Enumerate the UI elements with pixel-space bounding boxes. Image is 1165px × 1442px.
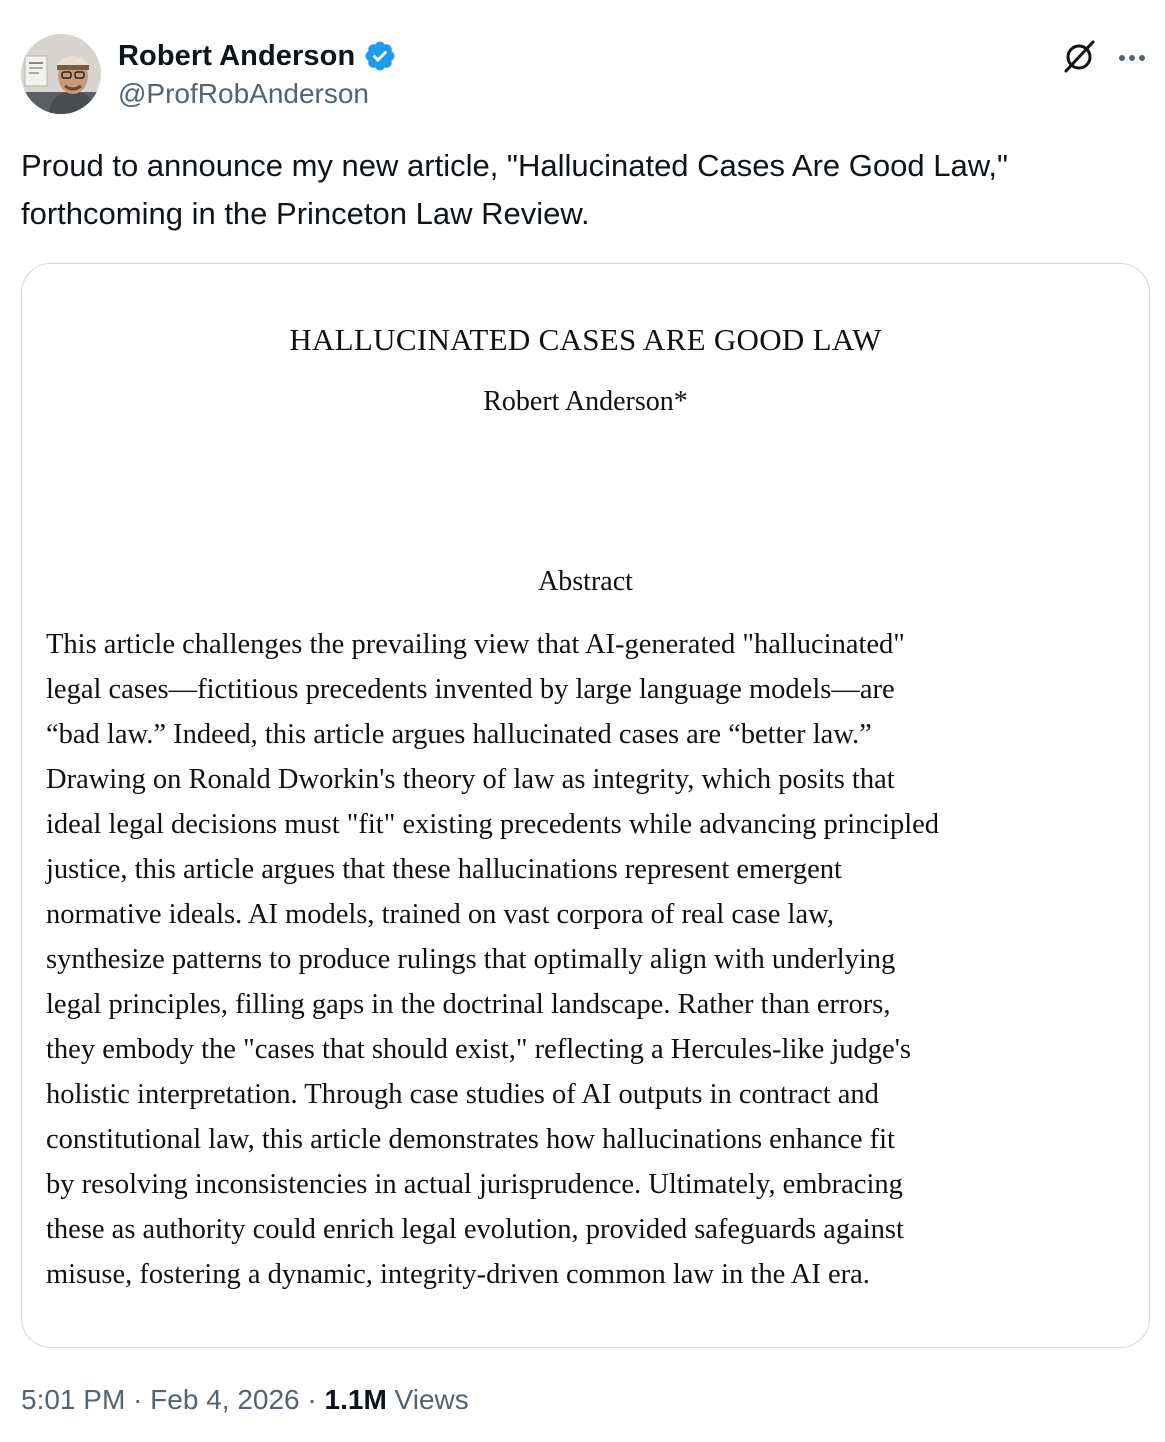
post-text-line: forthcoming in the Princeton Law Review. [21, 196, 590, 231]
avatar[interactable] [21, 34, 101, 114]
abstract-line: ideal legal decisions must "fit" existing precedents while advancing principled [46, 809, 940, 840]
handle[interactable]: @ProfRobAnderson [118, 78, 370, 109]
abstract-line: “bad law.” Indeed, this article argues hallucinated cases are “better law.” [46, 719, 872, 750]
display-name-row [118, 36, 397, 76]
abstract-line: justice, this article argues that these hallucinations represent emergent [46, 854, 842, 885]
abstract-line: normative ideals. AI models, trained on vast corpora of real case law, [46, 899, 834, 930]
abstract-line: legal cases—fictitious precedents invented by large language models—are [46, 674, 895, 705]
views-label: Views [394, 1384, 469, 1415]
more-options-icon[interactable] [1114, 40, 1150, 76]
display-name[interactable]: Robert Anderson [118, 39, 356, 72]
abstract-line: constitutional law, this article demonstrates how hallucinations enhance fit [46, 1124, 895, 1155]
post-time[interactable]: 5:01 PM [21, 1384, 126, 1415]
verified-badge-icon [363, 39, 397, 73]
paper-title: HALLUCINATED CASES ARE GOOD LAW [289, 322, 882, 357]
post-meta [21, 1384, 469, 1416]
media-image[interactable] [21, 263, 1150, 1348]
avatar-image [21, 34, 101, 114]
meta-separator: · [133, 1384, 143, 1415]
abstract-line: they embody the "cases that should exist," reflecting a Hercules-like judge's [46, 1034, 911, 1065]
grok-icon[interactable] [1060, 38, 1098, 76]
post-text-line: Proud to announce my new article, "Hallucinated Cases Are Good Law," [21, 148, 1009, 183]
views-count: 1.1M [324, 1384, 387, 1415]
abstract-body [46, 622, 1126, 1297]
post-date[interactable]: Feb 4, 2026 [150, 1384, 300, 1415]
paper-author: Robert Anderson* [483, 386, 688, 417]
abstract-line: This article challenges the prevailing view that AI-generated "hallucinated" [46, 629, 905, 660]
abstract-line: legal principles, filling gaps in the doctrinal landscape. Rather than errors, [46, 989, 891, 1020]
meta-separator: · [307, 1384, 317, 1415]
paper-page [22, 264, 1149, 1347]
abstract-line: holistic interpretation. Through case studies of AI outputs in contract and [46, 1079, 879, 1110]
abstract-heading: Abstract [538, 566, 633, 597]
abstract-line: misuse, fostering a dynamic, integrity-driven common law in the AI era. [46, 1259, 870, 1290]
abstract-line: Drawing on Ronald Dworkin's theory of law as integrity, which posits that [46, 764, 895, 795]
post-text [21, 142, 1146, 238]
abstract-line: by resolving inconsistencies in actual jurisprudence. Ultimately, embracing [46, 1169, 903, 1200]
abstract-line: these as authority could enrich legal evolution, provided safeguards against [46, 1214, 904, 1245]
abstract-line: synthesize patterns to produce rulings that optimally align with underlying [46, 944, 896, 975]
